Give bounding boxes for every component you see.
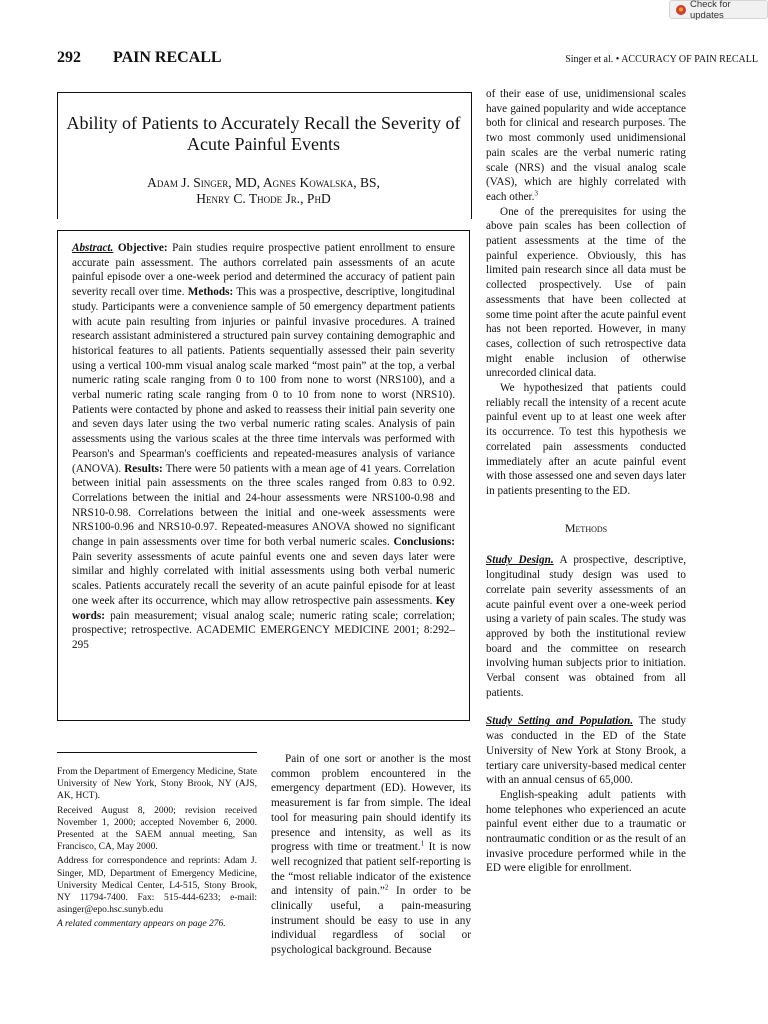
check-for-updates-label: Check for updates [689,0,731,21]
ref-2: 2 [384,883,389,892]
article-title: Ability of Patients to Accurately Recall the Severity of Acute Painful Events [66,113,461,154]
page-number: 292 [57,49,81,66]
authors-line-1: Adam J. Singer, MD, Agnes Kowalska, BS, [147,175,380,190]
footnote-correspondence: Address for correspondence and reprints: Adam J. Singer, MD, Department of Emergency Medicine, University Medical Center, L4-515, Stony Brook, NY 11794-7400. Fax: 515-444-6233; e-mail: asinger@epo.hsc.sunyb.edu [57,856,257,916]
study-setting-paragraph: Study Setting and Population. The study was conducted in the ED of the State University of New York at Stony Brook, a tertiary care university-based medical center with an annual census of 65,000. [486,715,687,787]
footnote-received: Received August 8, 2000; revision received November 1, 2000; accepted November 6, 2000. Presented at the SAEM annual meeting, San Francisco, CA, May 2000. [57,805,257,853]
abstract-text [72,241,455,653]
study-setting-heading: Study Setting and Population. [486,715,633,728]
objective-label: Objective: [117,242,168,254]
results-label: Results: [124,462,163,475]
footnote-divider [57,752,257,753]
footnotes [57,766,257,933]
abstract-label: Abstract. [72,242,114,254]
running-title: PAIN RECALL [113,49,222,66]
intro-continuation: of their ease of use, unidimensional scales have gained popularity and wide acceptance both for clinical and research purposes. The two most commonly used unidimensional pain scales are the verbal numeric rating scale (NRS) and the visual analog scale (VAS), which are highly correlated with each other.$^3$ [486,88,686,203]
check-updates-icon [676,5,686,15]
methods-label: Methods: [187,286,234,299]
results-text: There were 50 patients with a mean age of 41 years. Correlation between initial pain assessments on the three scales ranged from 0.83 to 0.92. Correlations between the initial and 24-hour assessments were NRS100-0.98 and NRS10-0.98. Correlations between the initial and one-week assessments were NRS100-0.96 and NRS10-0.97. Repeated-measures ANOVA showed no significant change in pain assessments over time for both verbal numeric scales. [72,462,455,549]
author-list [57,175,470,207]
footnote-affiliation: From the Department of Emergency Medicine, State University of New York, Stony Brook, NY (AJS, AK, HCT). [57,767,257,802]
conclusions-text: Pain severity assessments of acute painful events one and seven days later were similar and highly correlated with initial assessments using both verbal numeric scales. Patients accurately recall the severity of an acute painful episode for at least one week after its occurrence, which may allow retrospective pain assessments. [72,550,455,607]
intro-paragraph-1: Pain of one sort or another is the most common problem encountered in the emergency department (ED). However, its measurement is far from simple. The ideal tool for measuring pain should identify its presence and intensity, as well as its progress with time or treatment.$^1$ It is now well recognized that patient self-reporting is the “most reliable indicator of the existence and intensity of pain.”$^2$ In order to be clinically useful, a pain-measuring instrument should be easy to use in any individual regardless of social or psychological background. Because [271,753,472,957]
setting-paragraph-2: English-speaking adult patients with home telephones who experienced an acute painful event either due to a traumatic or nontraumatic condition or as the result of an invasive procedure performed while in the ED were eligible for enrollment. [486,788,686,875]
body-column-middle [271,752,471,958]
body-column-right [486,87,686,876]
intro-paragraph-3: We hypothesized that patients could reliably recall the intensity of a recent acute painful event up to at least one week after its occurrence. To test this hypothesis we correlated pain assessments conducted immediately after an acute painful event with those assessed one and seven days later in patients presenting to the ED. [486,382,686,497]
conclusions-label: Conclusions: [393,536,455,549]
intro-paragraph-2: One of the prerequisites for using the above pain scales has been collection of patient assessments at the time of the painful experience. Obviously, this has limited pain research since all data must be collected prospectively. Use of pain assessments that have been collected at some time point after the acute painful event has not been reported. However, in many cases, collection of such retrospective data might enable inclusion of otherwise unrecorded clinical data. [486,205,686,380]
authors-line-2: Henry C. Thode Jr., PhD [196,191,331,206]
study-design-heading: Study Design. [486,554,554,567]
keywords-label: Key words: [72,594,455,622]
running-header-right: Singer et al. • ACCURACY OF PAIN RECALL [565,54,758,65]
ref-1: 1 [420,839,425,848]
footnote-commentary: A related commentary appears on page 276. [57,919,226,930]
objective-text: Pain studies require prospective patient enrollment to ensure accurate pain assessment. The authors correlated pain assessments of an acute painful episode over a one-week period and determined the accuracy of patient pain severity recall over time. [72,242,455,299]
check-for-updates-badge[interactable] [669,0,768,19]
methods-heading: Methods [564,520,608,535]
abstract-box [57,230,470,721]
methods-text: This was a prospective, descriptive, longitudinal study. Participants were a convenience sample of 50 emergency department patients with acute pain resulting from injuries or painful invasive procedures. A trained research assistant administered a structured pain survey containing demographic and historical features to all patients. Patients sequentially assessed their pain severity using a vertical 100-mm visual analog scale marked “most pain” at the top, a verbal numeric rating scale ranging from 0 to 100 from none to worst (NRS100), and a verbal numeric rating scale ranging from 0 to 10 from none to worst (NRS10). Patients were contacted by phone and asked to reassess their initial pain severity one and seven days later using the two verbal numeric rating scales. Analysis of pain assessments using the various scales at the three time intervals was performed with Pearson's and Spearman's coefficients and repeated-measures analysis of variance (ANOVA). [72,286,455,475]
keywords-text: pain measurement; visual analog scale; numeric rating scale; correlation; prospective; retrospective. ACADEMIC EMERGENCY MEDICINE 2001; 8:292–295 [72,609,455,651]
study-design-paragraph: Study Design. A prospective, descriptive, longitudinal study design was used to correlate pain severity assessments of an acute painful event over a one-week period using a variety of pain scales. The study was approved by both the institutional review board and the committee on research involving human subjects prior to initiation. Verbal consent was obtained from all patients. [486,554,686,699]
ref-3: 3 [534,189,538,198]
